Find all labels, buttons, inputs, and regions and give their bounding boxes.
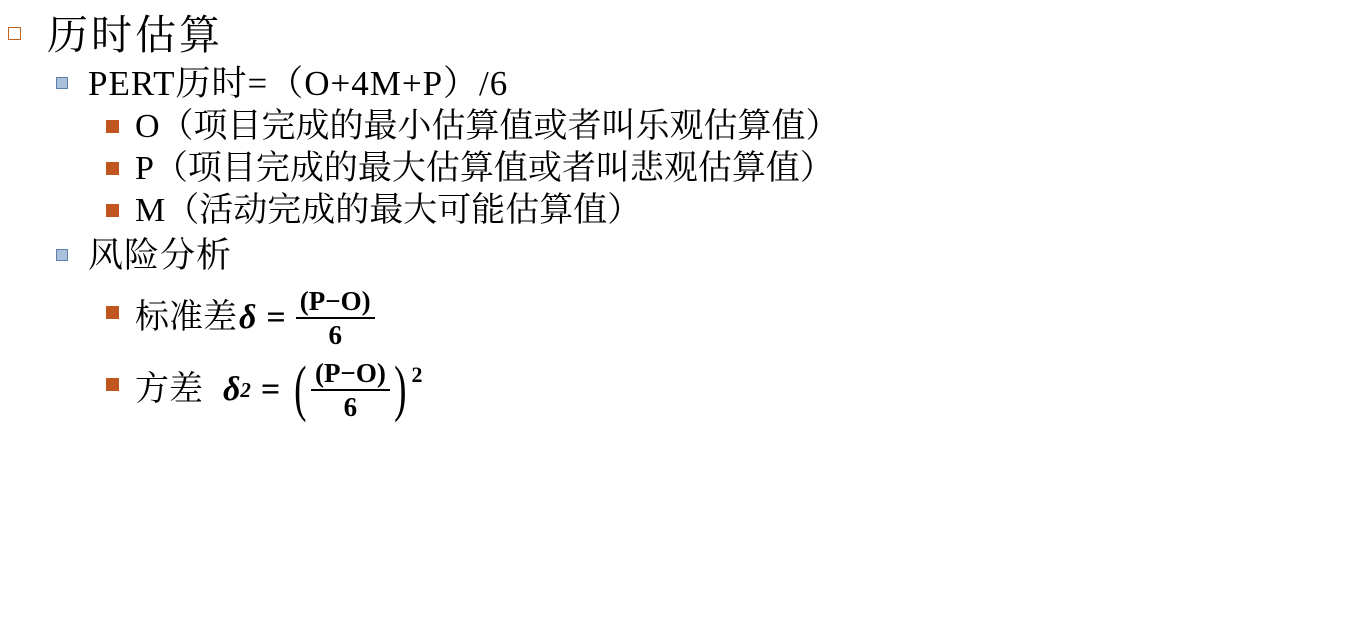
formula-label: 标准差 bbox=[135, 299, 237, 336]
formula-equals: = bbox=[266, 299, 286, 336]
outline-item-level1 bbox=[8, 10, 1364, 60]
solid-square-bullet-icon bbox=[106, 120, 119, 133]
formula-body bbox=[135, 286, 375, 350]
filled-square-bullet-icon bbox=[56, 77, 68, 89]
outline-item-optimistic bbox=[106, 106, 1364, 148]
formula-variance bbox=[106, 355, 1364, 424]
formula-standard-deviation bbox=[106, 286, 1364, 350]
right-paren: ) bbox=[393, 355, 407, 424]
outline-level1-label: 历时估算 bbox=[47, 12, 223, 58]
outline-item-pessimistic bbox=[106, 148, 1364, 190]
solid-square-bullet-icon bbox=[106, 306, 119, 319]
formula-symbol: δ bbox=[223, 371, 241, 408]
outline-level3-label: O（项目完成的最小估算值或者叫乐观估算值） bbox=[135, 108, 840, 145]
fraction-denominator: 6 bbox=[328, 320, 342, 350]
fraction-numerator: (P−O) bbox=[296, 286, 375, 319]
formula-symbol-exponent: 2 bbox=[240, 378, 251, 402]
outline-level3-label: P（项目完成的最大估算值或者叫悲观估算值） bbox=[135, 150, 834, 187]
fraction-denominator: 6 bbox=[343, 392, 358, 422]
outline-level2-label: 风险分析 bbox=[88, 236, 233, 275]
solid-square-bullet-icon bbox=[106, 204, 119, 217]
fraction-numerator: (P−O) bbox=[311, 358, 390, 391]
outline-level2-label: PERT历时=（O+4M+P）/6 bbox=[88, 64, 509, 103]
formula-label: 方差 bbox=[135, 371, 203, 408]
hollow-square-bullet-icon bbox=[8, 27, 21, 40]
parenthesized-fraction bbox=[290, 355, 423, 424]
filled-square-bullet-icon bbox=[56, 249, 68, 261]
formula-fraction bbox=[296, 286, 375, 350]
solid-square-bullet-icon bbox=[106, 162, 119, 175]
outline-item-most-likely bbox=[106, 190, 1364, 232]
formula-symbol: δ bbox=[239, 299, 257, 336]
left-paren: ( bbox=[294, 355, 307, 424]
formula-fraction bbox=[311, 358, 390, 422]
solid-square-bullet-icon bbox=[106, 378, 119, 391]
formula-body bbox=[135, 355, 423, 424]
outline-item-pert-formula bbox=[56, 62, 1364, 106]
formula-equals: = bbox=[260, 371, 281, 408]
outer-exponent: 2 bbox=[411, 362, 423, 387]
outline-item-risk-analysis bbox=[56, 234, 1364, 278]
slide-canvas bbox=[0, 10, 1364, 641]
outline-level3-label: M（活动完成的最大可能估算值） bbox=[135, 192, 642, 229]
